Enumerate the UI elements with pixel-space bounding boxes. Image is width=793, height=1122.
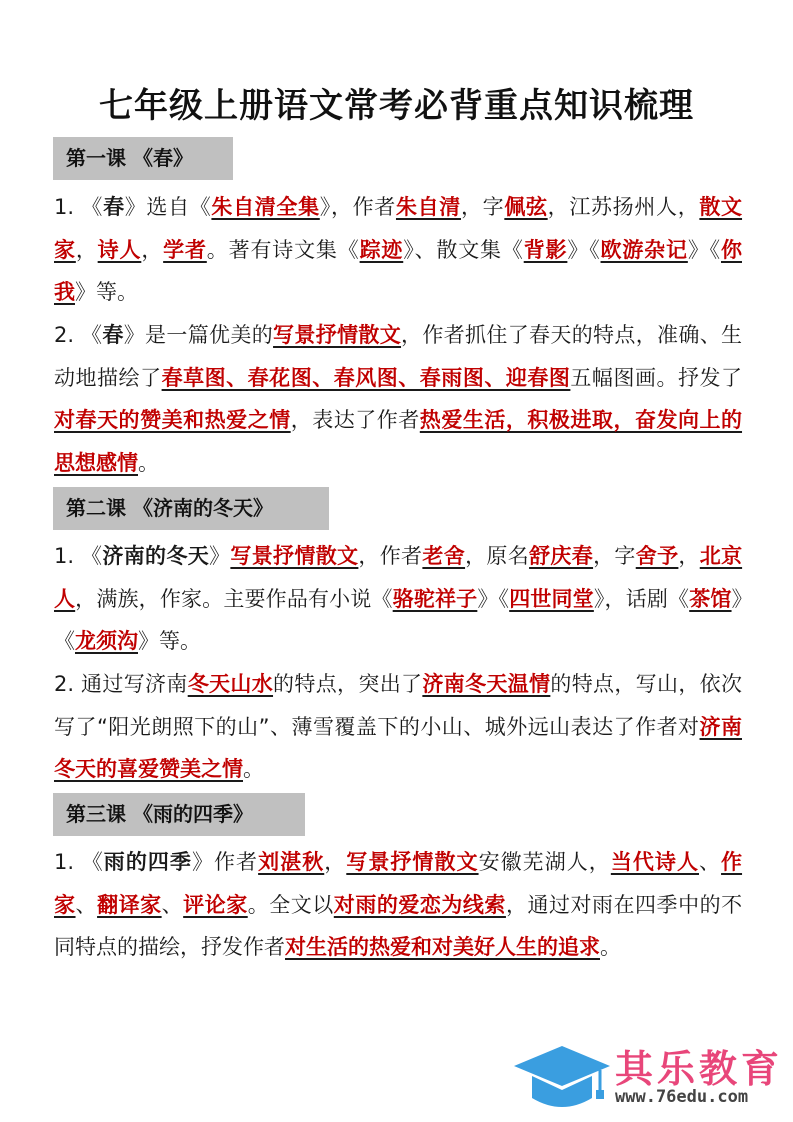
key-term: 春草图、春花图、春风图、春雨图、迎春图 xyxy=(161,365,571,390)
text-run: 》、散文集《 xyxy=(403,237,524,262)
key-term: 济南冬天温情 xyxy=(422,672,551,696)
text-run: 、 xyxy=(699,850,722,874)
key-term: 评论家 xyxy=(183,892,248,917)
paragraph xyxy=(54,663,742,791)
text-run: 。 xyxy=(600,935,621,959)
key-term: 龙须沟 xyxy=(75,629,138,653)
text-run: ， xyxy=(324,850,347,874)
text-run: 2. 通过写济南 xyxy=(54,672,188,696)
key-term: 对雨的爱恋为线索 xyxy=(333,892,506,917)
text-run: ，满族，作家。主要作品有小说《 xyxy=(75,586,393,611)
key-term: 佩弦 xyxy=(504,195,548,219)
key-term: 背影 xyxy=(523,237,568,262)
text-run: 》等。 xyxy=(75,280,138,304)
brand-url: www.76edu.com xyxy=(615,1087,749,1107)
key-term: 朱自清全集 xyxy=(211,195,320,219)
page-title: 七年级上册语文常考必背重点知识梳理 xyxy=(99,86,694,126)
text-run: 的特点，突出了 xyxy=(273,672,423,696)
text-run: ，作者抓住了春天的特点，准确、生动地描绘了 xyxy=(54,323,743,390)
key-term: 骆驼祥子 xyxy=(392,586,478,611)
text-run: ， xyxy=(75,237,98,262)
text-run: ，表达了作者 xyxy=(290,408,420,432)
key-term: 你我 xyxy=(54,237,742,304)
text-run: ， xyxy=(141,237,164,262)
text-run: 。 xyxy=(243,757,264,781)
paragraph xyxy=(54,841,742,969)
key-term: 刘湛秋 xyxy=(258,850,325,874)
section-heading-3: 第三课 《雨的四季》 xyxy=(53,793,305,836)
key-term: 学者 xyxy=(163,237,207,262)
key-term: 欧游杂记 xyxy=(600,237,688,262)
key-term: 当代诗人 xyxy=(610,850,699,874)
section-heading-1: 第一课 《春》 xyxy=(53,137,233,180)
text-run: 》作者 xyxy=(191,850,259,874)
text-run: 五幅图画。抒发了 xyxy=(570,365,743,390)
key-term: 写景抒情散文 xyxy=(346,850,479,874)
key-term: 朱自清 xyxy=(395,195,461,219)
graduation-cap-icon xyxy=(512,1044,612,1110)
brand-logo xyxy=(512,1040,784,1112)
key-term: 济南冬天的喜爱赞美之情 xyxy=(54,714,742,781)
key-term: 北京人 xyxy=(54,544,743,611)
text-run: 。 xyxy=(138,450,159,475)
text-run: 》 xyxy=(209,544,231,568)
text-run: 、 xyxy=(75,892,98,917)
section-heading-2: 第二课 《济南的冬天》 xyxy=(53,487,329,530)
text-run: 1. 《 xyxy=(54,850,104,874)
text-run: ， xyxy=(678,544,700,568)
title-ref: 春 xyxy=(102,323,124,347)
paragraph xyxy=(54,186,742,314)
text-run: 》《 xyxy=(54,586,743,653)
title-ref: 雨的四季 xyxy=(103,850,192,874)
key-term: 翻译家 xyxy=(97,892,162,917)
text-run: ，通过对雨在四季中的不同特点的描绘，抒发作者 xyxy=(54,892,743,959)
text-run: 的特点，写山，依次写了“阳光朗照下的山”、薄雪覆盖下的小山、城外远山表达了作者对 xyxy=(54,672,743,739)
text-run: 》《 xyxy=(687,237,721,262)
key-term: 舒庆春 xyxy=(529,544,594,568)
key-term: 写景抒情散文 xyxy=(230,544,359,568)
text-run: 》，话剧《 xyxy=(593,586,690,611)
text-run: 1. 《 xyxy=(54,195,104,219)
text-run: 》《 xyxy=(477,586,510,611)
text-run: ，作者 xyxy=(358,544,423,568)
key-term: 对生活的热爱和对美好人生的追求 xyxy=(285,935,600,959)
key-term: 茶馆 xyxy=(689,586,732,611)
key-term: 诗人 xyxy=(97,237,142,262)
text-run: 》《 xyxy=(567,237,601,262)
text-run: 》，作者 xyxy=(319,195,396,219)
text-run: 。著有诗文集《 xyxy=(206,237,360,262)
text-run: 2. 《 xyxy=(54,323,103,347)
text-run: 》选自《 xyxy=(124,195,212,219)
text-run: ，江苏扬州人， xyxy=(547,195,700,219)
text-run: ，原名 xyxy=(465,544,530,568)
text-run: 》是一篇优美的 xyxy=(123,323,274,347)
text-run: 》等。 xyxy=(138,629,201,653)
paragraph xyxy=(54,535,742,663)
title-ref: 济南的冬天 xyxy=(102,544,210,568)
text-run: 、 xyxy=(161,892,184,917)
key-term: 冬天山水 xyxy=(187,672,274,696)
key-term: 老舍 xyxy=(422,544,466,568)
key-term: 写景抒情散文 xyxy=(273,323,402,347)
text-run: ，字 xyxy=(460,195,505,219)
key-term: 四世同堂 xyxy=(509,586,594,611)
key-term: 踪迹 xyxy=(359,237,404,262)
key-term: 散文家 xyxy=(54,195,743,262)
brand-name: 其乐教育 xyxy=(615,1047,784,1091)
text-run: 1. 《 xyxy=(54,544,103,568)
key-term: 作家 xyxy=(54,850,743,917)
key-term: 对春天的赞美和热爱之情 xyxy=(54,408,291,432)
text-run: 安徽芜湖人， xyxy=(478,850,611,874)
key-term: 热爱生活，积极进取，奋发向上的思想感情 xyxy=(54,408,743,475)
text-run: ，字 xyxy=(593,544,636,568)
title-ref: 春 xyxy=(103,195,125,219)
paragraph xyxy=(54,314,742,484)
text-run: 。全文以 xyxy=(247,892,334,917)
key-term: 舍予 xyxy=(635,544,679,568)
